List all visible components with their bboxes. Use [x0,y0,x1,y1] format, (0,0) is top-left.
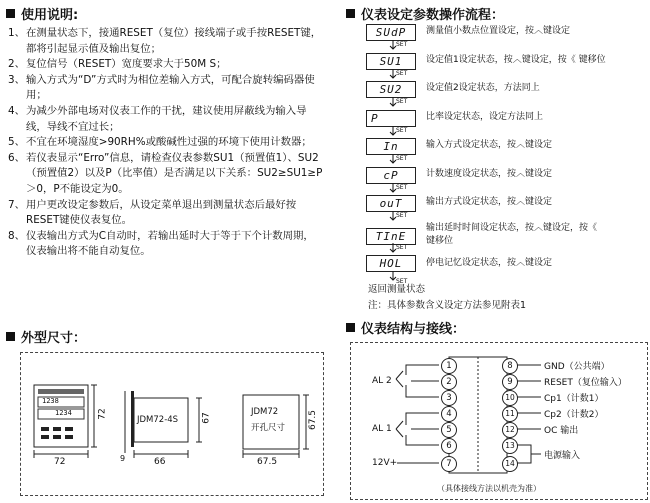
set-label: SET [396,155,408,162]
bullet-square-icon [6,332,15,341]
terminal-7: 7 [441,456,457,472]
set-label: SET [396,243,408,251]
wiring-heading [346,318,465,337]
list-item: 1、 在测量状态下，接通RESET（复位）接线端子或手按RESET键，都将引起显示值及输出复位； [8,27,322,55]
flow-step [366,222,646,252]
v12-label: 12V+ [372,458,398,468]
list-item: 3、 输入方式为“D”方式时为相位差输入方式，可配合旋转编码器使用； [8,73,315,102]
lcd-display: SUdP [366,24,416,41]
list-item: 7、 用户更改设定参数后，从设定菜单退出到测量状态后最好按RESET键使仪表复位。 [8,198,297,227]
flow-step [366,136,646,165]
front-width: 72 [54,457,66,467]
terminal-5: 5 [441,422,457,438]
flow-step [366,22,646,51]
list-item: 8、 仪表输出方式为C自动时，若输出延时大于等于下个计数周期，仪表输出将不能自动复位。 [8,229,314,258]
terminal-8: 8 [502,358,518,374]
step-description: 测量值小数点位置设定，按︿键设定 [426,26,571,36]
usage-heading [6,4,78,23]
set-label: SET [396,69,408,77]
set-label: SET [396,98,408,105]
step-description: 输出方式设定状态，按︿键设定 [426,197,553,207]
side-height: 67 [201,412,212,424]
list-item: 6、 若仪表显示“Erro”信息，请检查仪表参数SU1（预置值1）、SU2（预置值2）以及P（比率值）是否满足以下关系：SU2≥SU1≥P＞0，P不能设定为0。 [8,151,323,195]
wiring-title: 仪表结构与接线： [361,322,466,337]
cut-label-1: JDM72 [251,407,279,417]
set-label: SET [396,183,408,191]
label-cp1: Cp1（计数1） [544,394,604,404]
parameter-flow [366,22,646,285]
terminal-3: 3 [441,390,457,406]
bullet-square-icon [6,9,15,18]
al2-label: AL 2 [372,376,392,386]
step-description: 比率设定状态，设定方法同上 [426,111,544,122]
bullet-square-icon [346,9,355,18]
set-label: SET [396,126,408,134]
wiring-diagram [350,342,648,500]
step-description: 停电记忆设定状态，按︿键设定 [426,257,553,268]
set-label: SET [396,212,408,219]
step-description: 输入方式设定状态，按︿键设定 [426,140,553,150]
flow-note: 注：具体参数含义设定方法参见附表1 [368,300,527,311]
flow-step [366,252,646,285]
front-height: 72 [97,408,108,420]
terminal-6: 6 [441,438,457,454]
flow-step [366,165,646,194]
return-text: 返回测量状态 [368,284,426,295]
dims-heading [6,327,86,346]
terminal-2: 2 [441,374,457,390]
cut-width: 67.5 [257,457,278,467]
step-description: 计数速度设定状态，按︿键设定 [426,168,553,179]
bullet-square-icon [346,323,355,332]
front-display-2: 1234 [55,409,72,417]
lcd-display: TInE [366,228,416,245]
lcd-display: In [366,138,416,155]
terminal-12: 12 [502,422,518,438]
flow-step [366,51,646,80]
set-label: SET [396,41,408,48]
terminal-1: 1 [441,358,457,374]
side-depth: 66 [154,457,166,467]
terminal-4: 4 [441,406,457,422]
terminal-14: 14 [502,456,518,472]
label-cp2: Cp2（计数2） [544,410,604,420]
side-label: JDM72-4S [137,415,179,425]
lcd-display: ouT [366,195,416,212]
list-item: 2、 复位信号（RESET）宽度要求大于50M S； [8,58,227,71]
lcd-display: HOL [366,255,416,272]
label-gnd: GND（公共端） [544,362,610,372]
terminal-13: 13 [502,438,518,454]
wiring-footnote: （具体接线方法以机壳为准） [437,484,541,493]
lcd-display: cP [366,167,416,184]
lcd-display: SU1 [366,53,416,70]
lcd-display: SU2 [366,81,416,98]
flow-heading [346,4,504,23]
cut-height: 67.5 [308,409,319,431]
side-offset: 9 [120,454,126,463]
terminal-9: 9 [502,374,518,390]
flow-step [366,79,646,108]
al1-label: AL 1 [372,424,392,434]
cut-label-2: 开孔尺寸 [251,423,286,433]
label-reset: RESET（复位输入） [544,378,627,388]
step-description: 输出延时时间设定状态，按︿键设定，按《 键移位 [426,222,598,246]
dims-title: 外型尺寸： [21,331,87,346]
usage-list [8,26,323,260]
set-label: SET [396,277,408,285]
list-item: 4、 为减少外部电场对仪表工作的干扰，建议使用屏蔽线为输入导线，导线不宜过长； [8,104,307,133]
flow-step [366,108,646,137]
usage-title: 使用说明: [21,8,79,23]
flow-title: 仪表设定参数操作流程： [361,8,505,23]
front-display-1: 1238 [42,397,59,405]
dimension-drawing [20,352,324,496]
flow-step [366,193,646,222]
label-oc: OC 输出 [544,426,579,436]
step-description: 设定值1设定状态，按︿键设定，按《 键移位 [426,54,606,65]
terminal-10: 10 [502,390,518,406]
step-description: 设定值2设定状态，方法同上 [426,83,540,93]
lcd-display: P [366,110,416,127]
terminal-11: 11 [502,406,518,422]
list-item: 5、 不宜在环境湿度>90RH%或酸碱性过强的环境下使用计数器； [8,136,312,149]
label-power: 电源输入 [544,451,581,461]
